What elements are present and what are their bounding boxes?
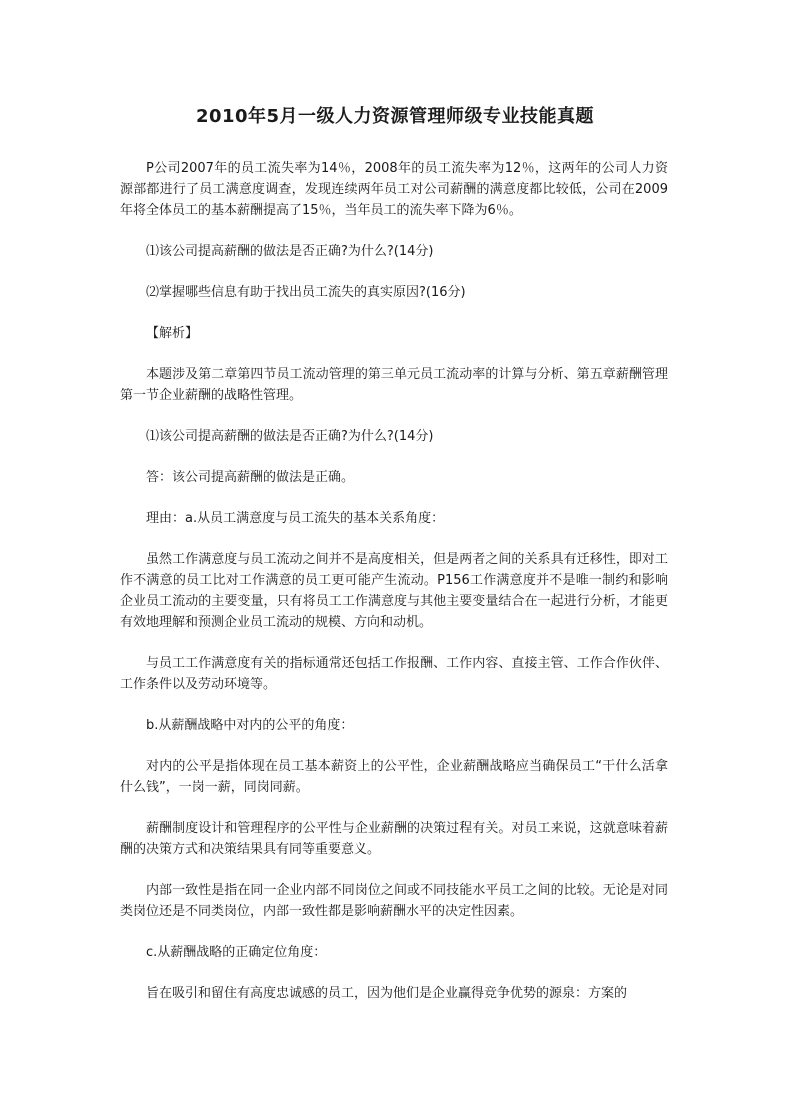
reason-b-paragraph-2: 薪酬制度设计和管理程序的公平性与企业薪酬的决策过程有关。对员工来说，这就意味着薪酬的决策方式和决策结果具有同等重要意义。 <box>120 821 668 857</box>
analysis-heading: 【解析】 <box>146 326 199 341</box>
reason-a-paragraph-2: 与员工工作满意度有关的指标通常还包括工作报酬、工作内容、直接主管、工作合作伙伴、工作条件以及劳动环境等。 <box>120 656 668 692</box>
reason-a-heading: 理由：a.从员工满意度与员工流失的基本关系角度： <box>146 511 445 526</box>
reason-c-paragraph-1: 旨在吸引和留住有高度忠诚感的员工，因为他们是企业赢得竞争优势的源泉：方案的 <box>146 986 628 1001</box>
document-title: 2010年5月一级人力资源管理师级专业技能真题 <box>195 106 595 127</box>
reason-a-paragraph-1: 虽然工作满意度与员工流动之间并不是高度相关，但是两者之间的关系具有迁移性，即对工作不满意的员工比对工作满意的员工更可能产生流动。P156工作满意度并不是唯一制约和影响企业员工流动的主要变量，只有将员工工作满意度与其他主要变量结合在一起进行分析，才能更有效地理解和预测企业员工流动的规模、方向和动机。 <box>120 552 668 630</box>
analysis-scope-paragraph: 本题涉及第二章第四节员工流动管理的第三单元员工流动率的计算与分析、第五章薪酬管理第一节企业薪酬的战略性管理。 <box>120 367 668 403</box>
reason-b-heading: b.从薪酬战略中对内的公平的角度： <box>146 718 354 733</box>
question-2: ⑵掌握哪些信息有助于找出员工流失的真实原因?(16分) <box>146 285 466 300</box>
reason-b-paragraph-3: 内部一致性是指在同一企业内部不同岗位之间或不同技能水平员工之间的比较。无论是对同类岗位还是不同类岗位，内部一致性都是影响薪酬水平的决定性因素。 <box>120 883 668 919</box>
document-body <box>120 158 668 1004</box>
question-1-repeat: ⑴该公司提高薪酬的做法是否正确?为什么?(14分) <box>146 429 434 444</box>
reason-c-heading: c.从薪酬战略的正确定位角度： <box>146 945 327 960</box>
case-description-paragraph: P公司2007年的员工流失率为14％，2008年的员工流失率为12％，这两年的公司人力资源部都进行了员工满意度调查，发现连续两年员工对公司薪酬的满意度都比较低，公司在2009年将全体员工的基本薪酬提高了15％，当年员工的流失率下降为6％。 <box>120 161 668 218</box>
answer-paragraph: 答：该公司提高薪酬的做法是正确。 <box>146 470 355 485</box>
question-1: ⑴该公司提高薪酬的做法是否正确?为什么?(14分) <box>146 244 434 259</box>
reason-b-paragraph-1: 对内的公平是指体现在员工基本薪资上的公平性，企业薪酬战略应当确保员工“干什么活拿什么钱”，一岗一薪，同岗同薪。 <box>120 759 668 795</box>
